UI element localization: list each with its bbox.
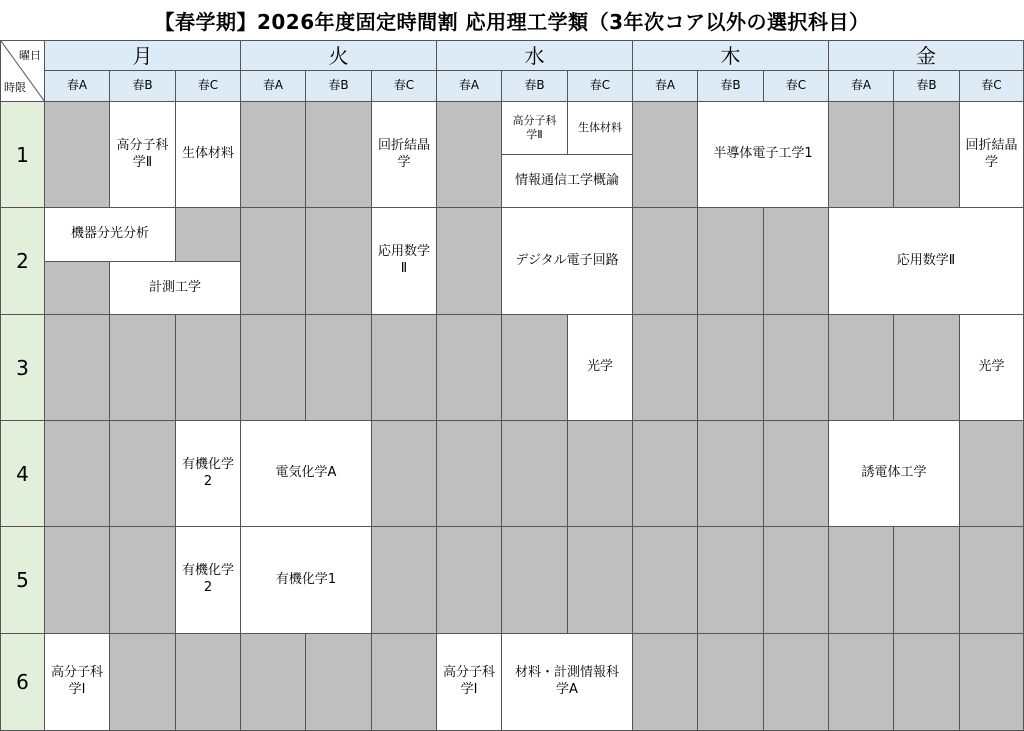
- empty-slot: [764, 421, 829, 527]
- period-label-5: 5: [0, 527, 45, 634]
- empty-slot: [176, 634, 241, 731]
- empty-slot: [764, 527, 829, 634]
- empty-slot: [110, 421, 176, 527]
- empty-slot: [960, 634, 1024, 731]
- course-cell[interactable]: 有機化学1: [241, 527, 372, 634]
- timetable: [0, 40, 1024, 731]
- term-header: 春B: [110, 71, 176, 102]
- term-header: 春B: [894, 71, 960, 102]
- empty-slot: [306, 315, 372, 421]
- course-cell[interactable]: 高分子科 学Ⅱ: [502, 102, 568, 155]
- empty-slot: [894, 315, 960, 421]
- course-cell[interactable]: 高分子科 学Ⅰ: [437, 634, 502, 731]
- day-header-mon: 月: [45, 40, 241, 71]
- empty-slot: [372, 634, 437, 731]
- empty-slot: [45, 262, 110, 315]
- term-header: 春A: [437, 71, 502, 102]
- empty-slot: [176, 315, 241, 421]
- empty-slot: [437, 315, 502, 421]
- term-header: 春C: [960, 71, 1024, 102]
- empty-slot: [568, 421, 633, 527]
- day-header-wed: 水: [437, 40, 633, 71]
- empty-slot: [372, 421, 437, 527]
- empty-slot: [633, 634, 698, 731]
- empty-slot: [502, 315, 568, 421]
- empty-slot: [502, 527, 568, 634]
- empty-slot: [110, 634, 176, 731]
- course-cell[interactable]: 電気化学A: [241, 421, 372, 527]
- term-header: 春B: [502, 71, 568, 102]
- term-header: 春C: [372, 71, 437, 102]
- empty-slot: [633, 421, 698, 527]
- empty-slot: [894, 634, 960, 731]
- course-cell[interactable]: 生体材料: [176, 102, 241, 208]
- course-cell[interactable]: 誘電体工学: [829, 421, 960, 527]
- empty-slot: [437, 102, 502, 208]
- course-cell[interactable]: 有機化学 2: [176, 527, 241, 634]
- empty-slot: [306, 208, 372, 315]
- empty-slot: [372, 527, 437, 634]
- empty-slot: [698, 315, 764, 421]
- empty-slot: [437, 208, 502, 315]
- course-cell[interactable]: 光学: [960, 315, 1024, 421]
- empty-slot: [698, 208, 764, 315]
- empty-slot: [894, 102, 960, 208]
- empty-slot: [698, 634, 764, 731]
- empty-slot: [764, 634, 829, 731]
- term-header: 春B: [306, 71, 372, 102]
- corner-day-label: 曜日: [19, 49, 41, 62]
- term-header: 春A: [241, 71, 306, 102]
- empty-slot: [45, 527, 110, 634]
- empty-slot: [633, 208, 698, 315]
- empty-slot: [633, 527, 698, 634]
- empty-slot: [110, 315, 176, 421]
- empty-slot: [633, 315, 698, 421]
- course-cell[interactable]: 半導体電子工学1: [698, 102, 829, 208]
- empty-slot: [110, 527, 176, 634]
- term-header: 春C: [176, 71, 241, 102]
- course-cell[interactable]: 有機化学 2: [176, 421, 241, 527]
- day-header-fri: 金: [829, 40, 1024, 71]
- course-cell[interactable]: 応用数学 Ⅱ: [372, 208, 437, 315]
- empty-slot: [241, 208, 306, 315]
- empty-slot: [894, 527, 960, 634]
- corner-header: [0, 40, 45, 102]
- period-label-1: 1: [0, 102, 45, 208]
- course-cell[interactable]: 材料・計測情報科 学A: [502, 634, 633, 731]
- term-header: 春C: [764, 71, 829, 102]
- course-cell[interactable]: 光学: [568, 315, 633, 421]
- course-cell[interactable]: 情報通信工学概論: [502, 155, 633, 208]
- period-label-2: 2: [0, 208, 45, 315]
- empty-slot: [372, 315, 437, 421]
- empty-slot: [176, 208, 241, 262]
- course-cell[interactable]: 回折結晶 学: [372, 102, 437, 208]
- empty-slot: [502, 421, 568, 527]
- empty-slot: [829, 634, 894, 731]
- course-cell[interactable]: 高分子科 学Ⅱ: [110, 102, 176, 208]
- term-header: 春A: [45, 71, 110, 102]
- course-cell[interactable]: 応用数学Ⅱ: [829, 208, 1024, 315]
- empty-slot: [633, 102, 698, 208]
- empty-slot: [241, 315, 306, 421]
- day-header-tue: 火: [241, 40, 437, 71]
- course-cell[interactable]: 生体材料: [568, 102, 633, 155]
- empty-slot: [437, 527, 502, 634]
- empty-slot: [45, 421, 110, 527]
- page-title: 【春学期】2026年度固定時間割 応用理工学類（3年次コア以外の選択科目）: [154, 9, 870, 34]
- empty-slot: [306, 102, 372, 208]
- empty-slot: [241, 634, 306, 731]
- day-header-thu: 木: [633, 40, 829, 71]
- empty-slot: [764, 208, 829, 315]
- empty-slot: [698, 421, 764, 527]
- empty-slot: [306, 634, 372, 731]
- empty-slot: [829, 315, 894, 421]
- empty-slot: [568, 527, 633, 634]
- course-cell[interactable]: 計測工学: [110, 262, 241, 315]
- period-label-6: 6: [0, 634, 45, 731]
- corner-period-label: 時限: [4, 80, 26, 94]
- empty-slot: [960, 421, 1024, 527]
- empty-slot: [437, 421, 502, 527]
- empty-slot: [829, 102, 894, 208]
- empty-slot: [698, 527, 764, 634]
- empty-slot: [45, 102, 110, 208]
- empty-slot: [45, 315, 110, 421]
- period-label-4: 4: [0, 421, 45, 527]
- course-cell[interactable]: デジタル電子回路: [502, 208, 633, 315]
- term-header: 春C: [568, 71, 633, 102]
- empty-slot: [241, 102, 306, 208]
- course-cell[interactable]: 高分子科 学Ⅰ: [45, 634, 110, 731]
- course-cell[interactable]: 機器分光分析: [45, 208, 176, 262]
- empty-slot: [764, 315, 829, 421]
- empty-slot: [829, 527, 894, 634]
- course-cell[interactable]: 回折結晶 学: [960, 102, 1024, 208]
- term-header: 春A: [633, 71, 698, 102]
- period-label-3: 3: [0, 315, 45, 421]
- empty-slot: [960, 527, 1024, 634]
- term-header: 春B: [698, 71, 764, 102]
- term-header: 春A: [829, 71, 894, 102]
